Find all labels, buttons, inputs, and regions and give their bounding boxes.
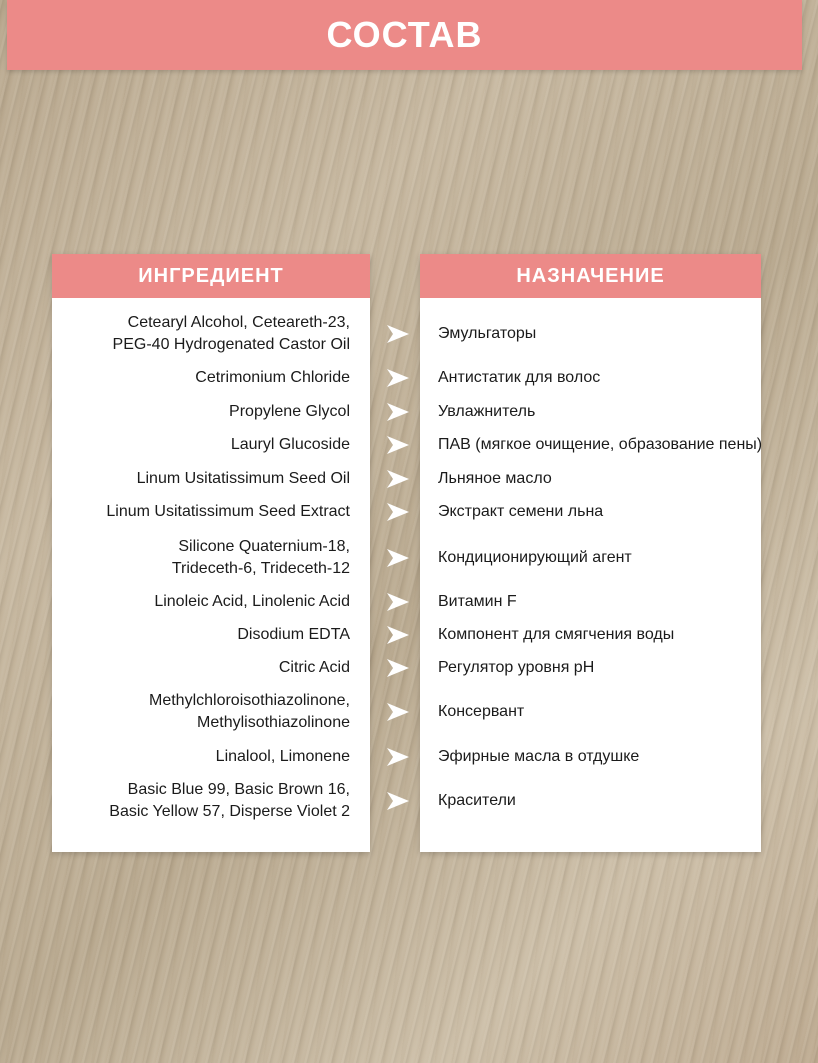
ingredient-line: Methylisothiazolinone — [197, 714, 350, 731]
ingredient-name — [60, 591, 350, 613]
arrow-right-icon — [386, 401, 410, 423]
arrow-right-icon — [386, 367, 410, 389]
purpose-text: Антистатик для волос — [438, 369, 601, 386]
purpose-text: Экстракт семени льна — [438, 503, 604, 520]
ingredient-name — [60, 312, 350, 356]
arrow-right-icon — [386, 591, 410, 613]
purpose-text: Витамин F — [438, 593, 517, 610]
arrow-right-icon — [386, 624, 410, 646]
ingredient-name — [60, 501, 350, 523]
arrow-right-icon — [386, 547, 410, 569]
ingredient-name — [60, 434, 350, 456]
purpose-text: Льняное масло — [438, 470, 552, 487]
purpose-panel — [420, 254, 761, 852]
ingredient-line: Trideceth-6, Trideceth-12 — [171, 560, 350, 577]
arrow-right-icon — [386, 746, 410, 768]
purpose-text: Консервант — [438, 703, 525, 720]
ingredient-line: Linoleic Acid, Linolenic Acid — [154, 593, 350, 610]
ingredient-name — [60, 657, 350, 679]
ingredient-name — [60, 624, 350, 646]
arrow-right-icon — [386, 323, 410, 345]
ingredient-line: Linum Usitatissimum Seed Oil — [136, 470, 350, 487]
ingredient-name — [60, 536, 350, 580]
title-banner — [7, 0, 802, 70]
ingredient-line: Disodium EDTA — [237, 626, 350, 643]
ingredient-line: Citric Acid — [278, 659, 350, 676]
arrow-right-icon — [386, 657, 410, 679]
ingredient-name — [60, 468, 350, 490]
purpose-text: Увлажнитель — [438, 403, 536, 420]
purpose-text: Регулятор уровня pH — [438, 659, 595, 676]
purpose-text: Эфирные масла в отдушке — [438, 748, 640, 765]
ingredient-name — [60, 690, 350, 734]
ingredient-line: Basic Blue 99, Basic Brown 16, — [127, 781, 350, 798]
ingredient-line: Linum Usitatissimum Seed Extract — [106, 503, 350, 520]
ingredient-line: Lauryl Glucoside — [230, 436, 350, 453]
ingredient-panel — [52, 254, 370, 852]
purpose-text: Кондиционирующий агент — [438, 549, 632, 566]
arrow-right-icon — [386, 434, 410, 456]
ingredient-line: Cetearyl Alcohol, Ceteareth-23, — [127, 314, 350, 331]
purpose-header: НАЗНАЧЕНИЕ — [420, 254, 761, 298]
ingredient-line: Basic Yellow 57, Disperse Violet 2 — [109, 803, 350, 820]
ingredient-name — [60, 779, 350, 823]
purpose-text: ПАВ (мягкое очищение, образование пены) — [438, 436, 763, 453]
ingredient-line: Propylene Glycol — [229, 403, 350, 420]
arrow-right-icon — [386, 701, 410, 723]
purpose-text: Красители — [438, 792, 516, 809]
purpose-text: Эмульгаторы — [438, 325, 537, 342]
page-title: СОСТАВ — [326, 14, 483, 55]
ingredient-line: Cetrimonium Chloride — [195, 369, 350, 386]
ingredient-name — [60, 746, 350, 768]
ingredient-name — [60, 367, 350, 389]
ingredient-header: ИНГРЕДИЕНТ — [52, 254, 370, 298]
arrow-right-icon — [386, 501, 410, 523]
ingredient-name — [60, 401, 350, 423]
ingredient-line: Silicone Quaternium-18, — [178, 538, 350, 555]
ingredient-line: Linalool, Limonene — [215, 748, 350, 765]
ingredient-line: Methylchloroisothiazolinone, — [149, 692, 350, 709]
arrow-right-icon — [386, 468, 410, 490]
purpose-text: Компонент для смягчения воды — [438, 626, 675, 643]
ingredient-line: PEG-40 Hydrogenated Castor Oil — [112, 336, 350, 353]
arrow-right-icon — [386, 790, 410, 812]
